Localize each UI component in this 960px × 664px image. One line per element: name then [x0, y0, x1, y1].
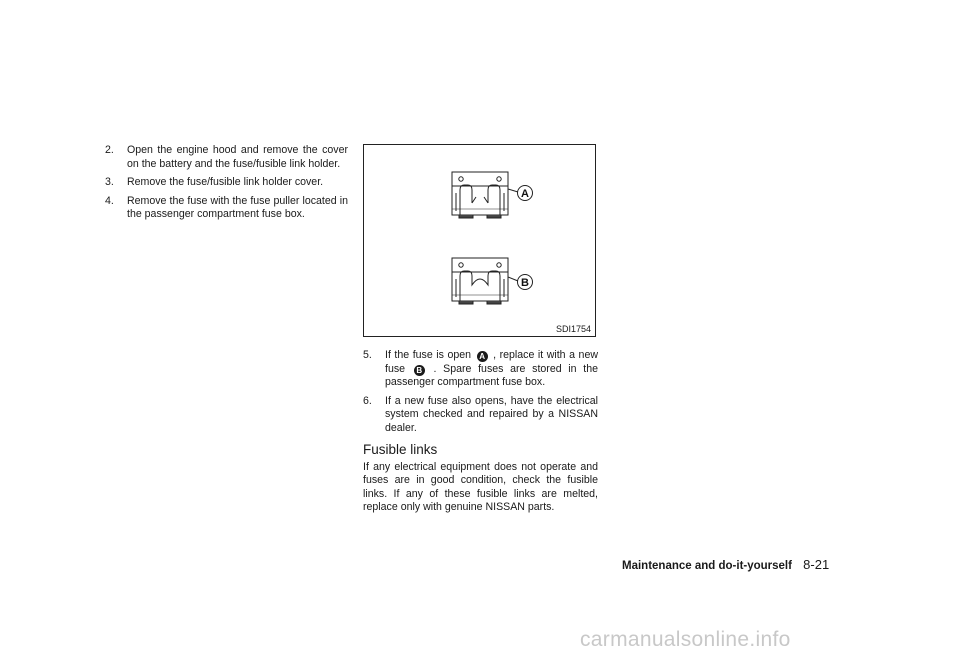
figure-code: SDI1754 — [555, 324, 591, 334]
good-fuse-icon — [452, 258, 518, 304]
step-text: If a new fuse also opens, have the electrical system checked and repaired by a NISSAN dealer. — [385, 394, 598, 434]
fuse-illustration — [363, 144, 596, 337]
marker-a-icon: A — [477, 351, 488, 362]
blown-fuse-icon — [452, 172, 518, 218]
step-text: Remove the fuse with the fuse puller located in the passenger compartment fuse box. — [127, 194, 348, 221]
step-number: 2. — [105, 144, 114, 156]
step-5 — [363, 349, 598, 390]
section-body: If any electrical equipment does not operate and fuses are in good condition, check the fusible links. If any of these fusible links are melted, replace only with genuine NISSAN parts. — [363, 460, 598, 514]
step-3 — [105, 176, 348, 190]
left-column — [105, 144, 348, 227]
step-number: 4. — [105, 194, 114, 207]
footer-section-title: Maintenance and do-it-yourself — [622, 560, 792, 572]
callout-b-label: B — [521, 277, 529, 289]
callout-a-label: A — [521, 188, 529, 200]
step-text-part2: , replace it with a new fuse — [385, 349, 598, 375]
page-number: 8-21 — [803, 557, 830, 572]
section-heading: Fusible links — [363, 441, 438, 457]
step-number: 6. — [363, 394, 372, 407]
step-number: 5. — [363, 349, 372, 361]
step-4 — [105, 195, 348, 222]
watermark: carmanualsonline.info — [580, 628, 791, 651]
fuse-diagram — [364, 145, 595, 336]
step-number: 3. — [105, 176, 114, 189]
page-footer — [622, 557, 829, 572]
right-column — [363, 144, 598, 515]
step-text-part3: . Spare fuses are stored in the passenger compartment fuse box. — [385, 362, 598, 389]
step-text: Remove the fuse/fusible link holder cover. — [127, 176, 324, 189]
marker-b-icon: B — [414, 365, 425, 376]
step-6 — [363, 395, 598, 436]
step-text: Open the engine hood and remove the cover on the battery and the fuse/fusible link holder. — [127, 144, 348, 170]
step-2 — [105, 144, 348, 171]
step-text-part1: If the fuse is open — [385, 349, 472, 361]
